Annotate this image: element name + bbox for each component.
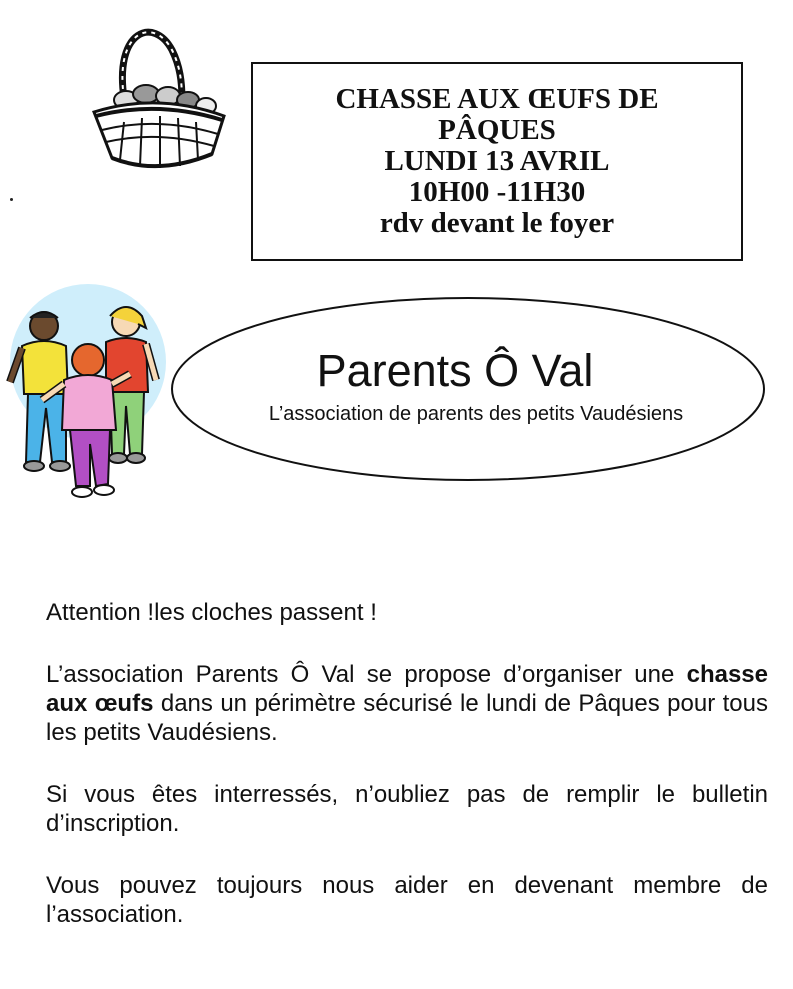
easter-basket-icon [84, 20, 232, 176]
paragraph-organisation-end: dans un périmètre sécurisé le lundi de Pâques pour tous les petits Vaudésiens. [46, 690, 768, 746]
association-name: Parents Ô Val [316, 345, 594, 396]
paragraph-attention: Attention !les cloches passent ! [46, 599, 377, 626]
event-date: LUNDI 13 AVRIL [384, 145, 610, 177]
children-playing-icon [6, 284, 172, 508]
event-box [251, 62, 743, 261]
egg-hunt-highlight: chasse aux œufs [46, 661, 768, 717]
association-tagline: L’association de parents des petits Vaudésiens [268, 403, 684, 425]
body-text [46, 598, 768, 962]
paragraph-registration: Si vous êtes interressés, n’oubliez pas de remplir le bulletin d’inscription. [46, 781, 768, 837]
paragraph-organisation-start: L’association Parents Ô Val se propose d’organiser une [46, 661, 687, 688]
event-title-line-2: PÂQUES [438, 114, 556, 146]
stray-dot [10, 198, 13, 201]
paragraph-organisation [46, 660, 768, 747]
paragraph-membership: Vous pouvez toujours nous aider en devenant membre de l’association. [46, 872, 768, 928]
event-location: rdv devant le foyer [379, 207, 615, 239]
event-title-line-1: CHASSE AUX ŒUFS DE [335, 83, 659, 115]
event-time: 10H00 -11H30 [408, 176, 586, 208]
